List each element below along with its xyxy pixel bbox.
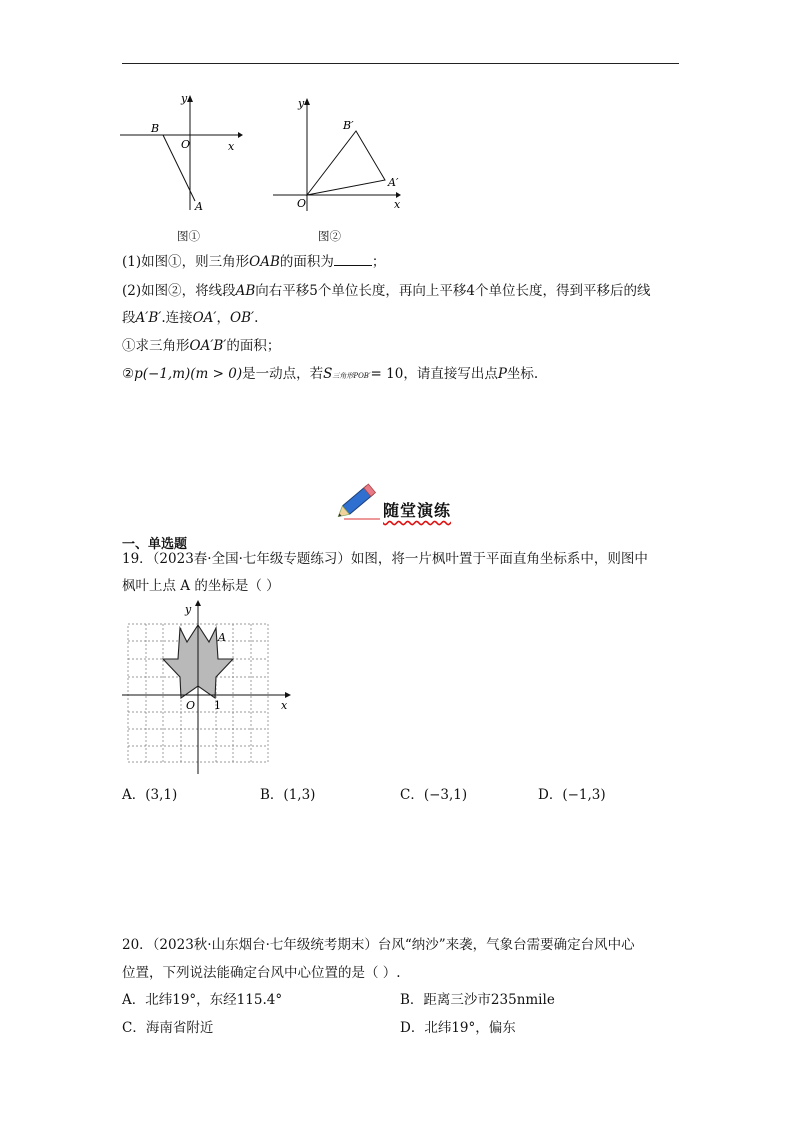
fig2-label-a: A′ (388, 176, 399, 189)
q19-option-a[interactable]: A．(3,1) (122, 787, 178, 803)
leaf-label-a: A (218, 631, 226, 644)
q19-stem-line1: 19．（2023春·全国·七年级专题练习）如图，将一片枫叶置于平面直角坐标系中，则图中 (122, 551, 648, 567)
leaf-label-1: 1 (214, 699, 221, 712)
fig1-label-a: A (195, 200, 203, 213)
section-title: 一、单选题 (122, 537, 188, 552)
q19-option-d[interactable]: D．(−1,3) (538, 787, 606, 803)
pencil-icon (336, 475, 384, 523)
fig1-label-y: y (181, 92, 188, 105)
fig1-y-arrow (187, 95, 193, 102)
leaf-label-y: y (185, 603, 192, 616)
q20-option-d[interactable]: D．北纬19°，偏东 (400, 1020, 516, 1036)
fig1-x-arrow (238, 132, 243, 138)
fig2-label-b: B′ (343, 119, 354, 132)
q18-part1: (1)如图①，则三角形OAB的面积为 ； (122, 254, 386, 270)
fig2-triangle (307, 131, 385, 195)
q20-stem-line1: 20．（2023秋·山东烟台·七年级统考期末）台风“纳沙”来袭，气象台需要确定台风中心 (122, 937, 635, 953)
figure-2-caption: 图② (318, 229, 341, 243)
figure-2 (268, 95, 408, 217)
leaf-label-x: x (281, 699, 288, 712)
header-rule (122, 63, 679, 64)
q19-stem-line2: 枫叶上点 A 的坐标是（ ） (122, 578, 280, 594)
banner-title: 随堂演练 (383, 501, 452, 520)
q18-part2-line2: 段A′B′.连接OA′，OB′. (122, 310, 259, 326)
figure-1-caption: 图① (177, 229, 200, 243)
q18-sub2: ②p(−1,m)(m > 0)是一动点，若S三角形POB′= 10，请直接写出点P坐标. (122, 366, 539, 382)
fig2-label-x: x (394, 198, 401, 211)
fig1-label-b: B (151, 122, 160, 135)
fig1-label-x: x (228, 140, 235, 153)
answer-blank[interactable] (334, 253, 372, 266)
fig2-label-o: O (297, 197, 307, 210)
q18-sub1: ①求三角形OA′B′的面积； (122, 338, 281, 354)
q18-part2-line1: (2)如图②，将线段AB向右平移5个单位长度，再向上平移4个单位长度，得到平移后的线 (122, 283, 651, 299)
q20-stem-line2: 位置，下列说法能确定台风中心位置的是（ ）. (122, 965, 401, 981)
q20-option-b[interactable]: B．距离三沙市235nmile (400, 992, 555, 1008)
fig2-y-arrow (304, 98, 310, 105)
maple-leaf-figure (118, 598, 298, 778)
fig2-label-y: y (298, 97, 305, 110)
leaf-label-o: O (186, 699, 196, 712)
q19-option-c[interactable]: C．(−3,1) (400, 787, 468, 803)
q19-option-b[interactable]: B．(1,3) (260, 787, 316, 803)
q20-option-a[interactable]: A．北纬19°，东经115.4° (122, 992, 283, 1008)
figure-1 (115, 88, 245, 218)
fig1-label-o: O (181, 138, 191, 151)
q20-option-c[interactable]: C．海南省附近 (122, 1020, 214, 1036)
